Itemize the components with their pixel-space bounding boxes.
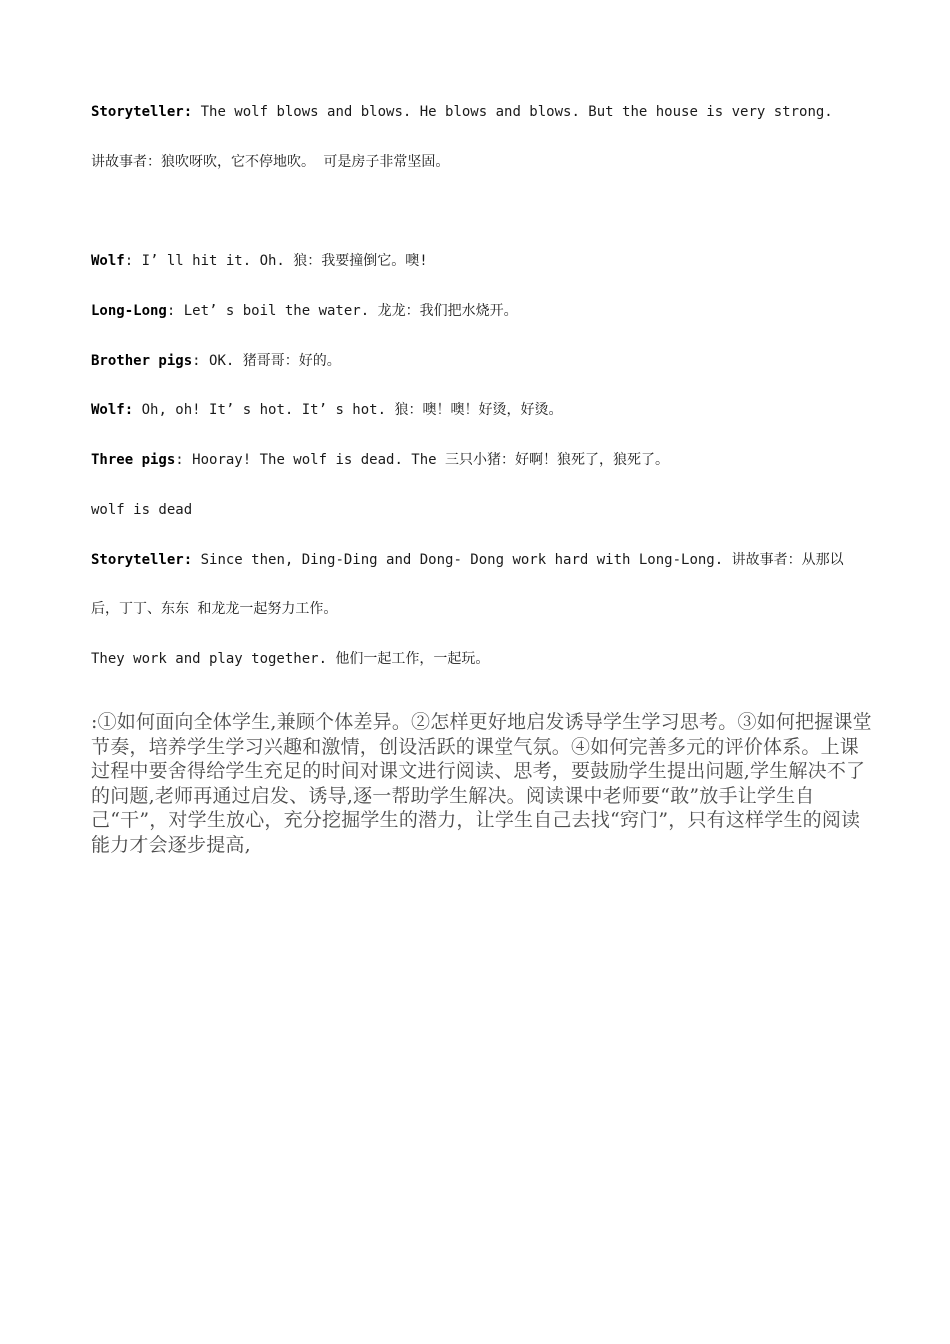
speaker-name: Three pigs xyxy=(91,452,176,468)
line-text: Oh, oh! It’ s hot. It’ s hot. 狼：噢！噢！好烫，好烫。 xyxy=(133,402,563,418)
line-text: 后，丁丁、东东 和龙龙一起努力工作。 xyxy=(91,601,338,617)
speaker-name: Storyteller: xyxy=(91,552,193,568)
speaker-name: Wolf xyxy=(91,253,125,269)
speaker-name: Brother pigs xyxy=(91,353,193,369)
dialogue-line xyxy=(91,251,891,271)
speaker-name: Storyteller: xyxy=(91,104,193,120)
line-text: : OK. 猪哥哥：好的。 xyxy=(192,353,341,369)
dialogue-line xyxy=(91,599,891,619)
dialogue-line xyxy=(91,500,891,520)
teaching-reflection-paragraph: :①如何面向全体学生,兼顾个体差异。②怎样更好地启发诱导学生学习思考。③如何把握课堂节奏，培养学生学习兴趣和激情，创设活跃的课堂气氛。④如何完善多元的评价体系。上课过程中要舍得给学生充足的时间对课文进行阅读、思考，要鼓励学生提出问题,学生解决不了的问题,老师再通过启发、诱导,逐一帮助学生解决。阅读课中老师要“敢”放手让学生自己“干”，对学生放心，充分挖掘学生的潜力，让学生自己去找“窍门”，只有这样学生的阅读能力才会逐步提高, xyxy=(91,711,872,856)
line-text: : Let’ s boil the water. 龙龙：我们把水烧开。 xyxy=(166,303,518,319)
line-text: They work and play together. 他们一起工作，一起玩。 xyxy=(91,651,490,667)
dialogue-line xyxy=(91,351,891,371)
line-text: wolf is dead xyxy=(91,502,193,518)
line-text: : I’ ll hit it. Oh. 狼：我要撞倒它。噢! xyxy=(124,253,428,269)
speaker-name: Long-Long xyxy=(91,303,167,319)
dialogue-line xyxy=(91,152,891,172)
dialogue-line xyxy=(91,102,891,122)
dialogue-line xyxy=(91,649,891,669)
dialogue-line xyxy=(91,400,891,420)
line-text: Since then, Ding-Ding and Dong- Dong work hard with Long-Long. 讲故事者：从那以 xyxy=(192,552,844,568)
line-text: 讲故事者：狼吹呀吹，它不停地吹。 可是房子非常坚固。 xyxy=(91,154,450,170)
speaker-name: Wolf: xyxy=(91,402,134,418)
line-text: The wolf blows and blows. He blows and blows. But the house is very strong. xyxy=(192,104,833,120)
dialogue-line xyxy=(91,550,891,570)
dialogue-line xyxy=(91,301,891,321)
line-text: : Hooray! The wolf is dead. The 三只小猪：好啊！狼死了，狼死了。 xyxy=(175,452,670,468)
dialogue-line xyxy=(91,450,891,470)
